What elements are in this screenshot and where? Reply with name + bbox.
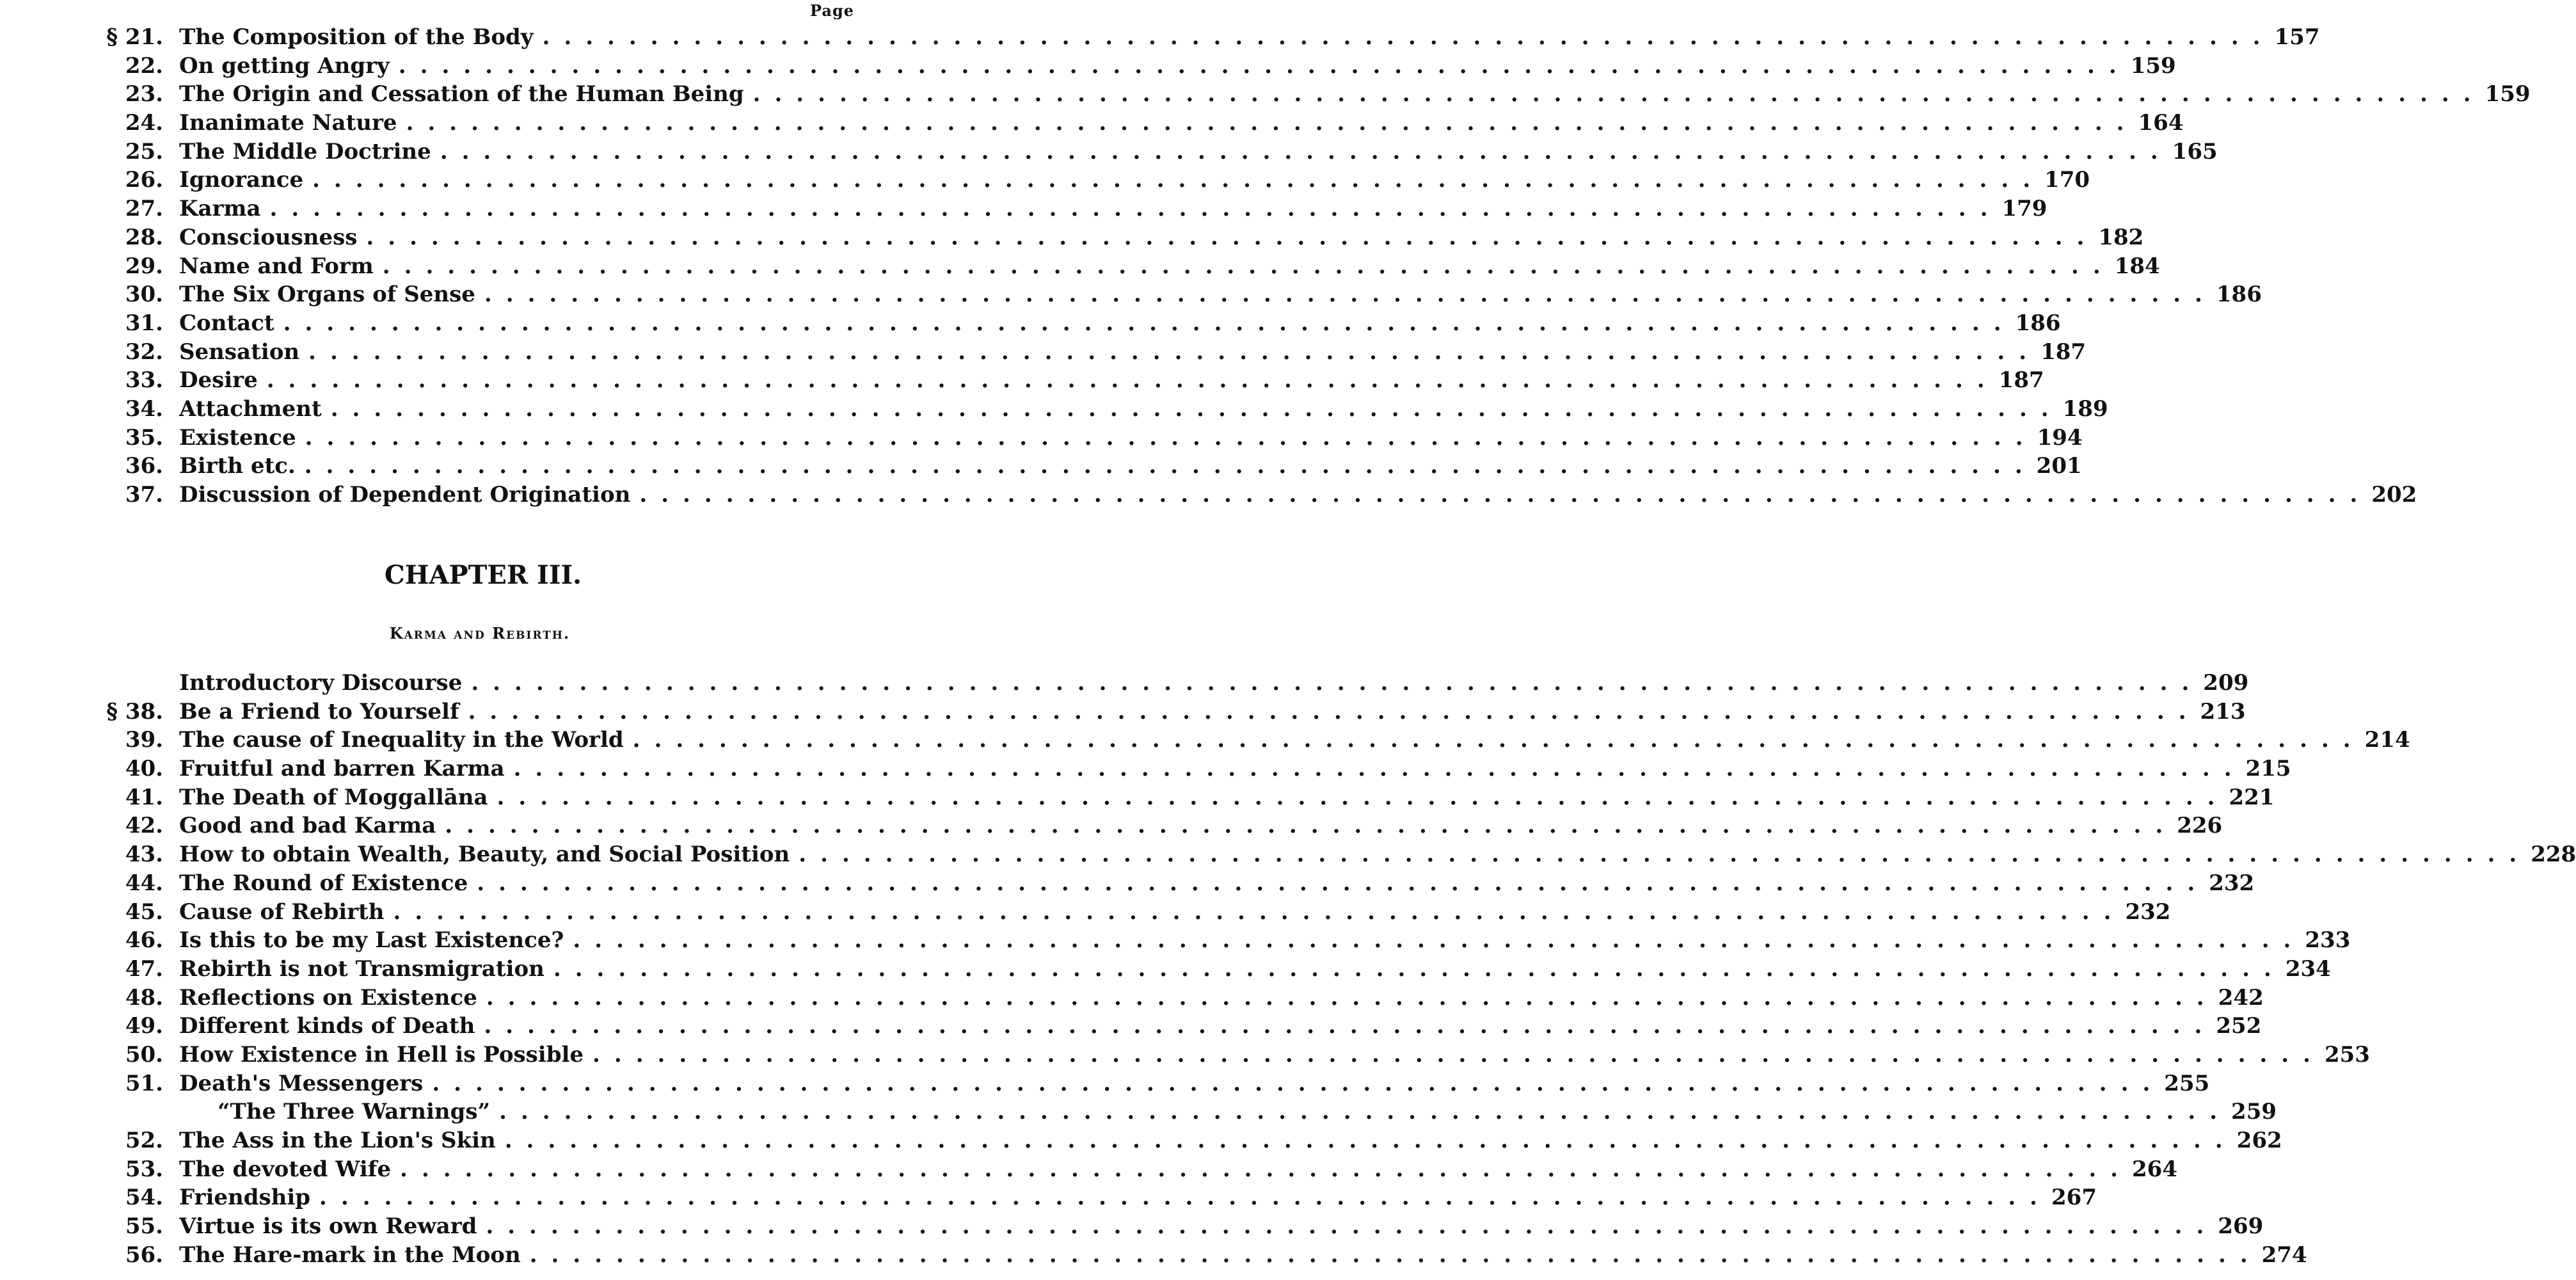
section-title: The cause of Inequality in the World [179,727,624,753]
toc-entry [86,698,2246,726]
section-title: Cause of Rebirth [179,899,385,925]
dot-leader: ................................................................................ [312,167,2045,193]
section-title: Birth etc. [179,453,296,479]
dot-leader: ................................................................................ [468,698,2200,724]
section-number: 24. [125,110,163,136]
dot-leader: ................................................................................ [752,81,2485,108]
page-number: 187 [2040,339,2087,365]
section-title: The Origin and Cessation of the Human Being [179,81,744,108]
section-title: Sensation [179,339,300,365]
page-number: 226 [2177,813,2223,839]
section-number: 30. [125,282,163,308]
section-title: Reflections on Existence [179,984,477,1011]
section-title: Desire [179,367,258,394]
section-title: Different kinds of Death [179,1013,475,1039]
section-title: The Round of Existence [179,870,468,896]
section-title: The devoted Wife [179,1156,392,1182]
page-number: 267 [2051,1185,2097,1211]
section-number: 41. [125,784,163,810]
section-title: On getting Angry [179,52,390,79]
page-number: 184 [2114,253,2160,279]
page-number: 252 [2216,1013,2262,1039]
dot-leader: ................................................................................ [504,1128,2237,1153]
section-number: 40. [125,756,163,782]
toc-list-chapter-3 [86,669,2576,1269]
page-number: 214 [2364,727,2410,753]
section-number: 34. [125,396,163,422]
dot-leader: ................................................................................ [330,396,2063,422]
dot-leader: ................................................................................ [513,756,2246,782]
section-number: 51. [125,1070,163,1096]
section-title: Inanimate Nature [179,110,397,136]
dot-leader: ................................................................................ [393,899,2126,925]
toc-list-chapter-2 [86,23,2531,509]
section-number: 22. [125,52,163,79]
section-number: 42. [125,813,163,839]
page-number: 221 [2229,784,2275,810]
section-number: § 38. [106,698,163,724]
dot-leader: ................................................................................ [319,1185,2051,1211]
section-title: Death's Messengers [179,1070,424,1096]
page-number: 187 [1998,367,2044,394]
section-number: 32. [125,339,163,365]
section-title: Existence [179,424,296,451]
dot-leader: ................................................................................ [639,482,2372,508]
page-number: 159 [2130,52,2176,79]
section-title: Discussion of Dependent Origination [179,482,631,508]
toc-entry [86,1126,2282,1155]
dot-leader: ................................................................................ [542,24,2275,50]
toc-entry [86,840,2576,869]
page-number: 189 [2062,396,2108,422]
toc-entry [86,783,2275,812]
section-title: Karma [179,196,261,222]
section-number: § 21. [106,24,163,50]
page-number: 209 [2203,670,2249,696]
toc-entry [86,109,2184,138]
page-number: 170 [2044,167,2090,193]
toc-entry [86,869,2255,898]
section-number: 25. [125,138,163,164]
dot-leader: ................................................................................ [471,670,2204,696]
toc-entry [86,80,2531,109]
section-title: Introductory Discourse [179,670,463,696]
dot-leader: ................................................................................ [400,1156,2132,1182]
page-number: 233 [2305,927,2351,954]
toc-entry [86,1241,2307,1270]
page-number: 194 [2037,424,2083,451]
toc-entry [86,726,2410,755]
page-number: 157 [2274,24,2320,50]
section-title: Rebirth is not Transmigration [179,956,545,982]
dot-leader: ................................................................................ [304,453,2037,479]
dot-leader: ................................................................................ [632,727,2365,753]
section-number: 36. [125,453,163,479]
dot-leader: ................................................................................ [573,927,2305,954]
toc-entry [86,984,2264,1012]
section-number: 27. [125,196,163,222]
section-number: 28. [125,224,163,250]
section-number: 43. [125,842,163,868]
section-title: Consciousness [179,224,358,250]
toc-entry [86,955,2331,984]
section-number: 26. [125,167,163,193]
page-number: 186 [2216,282,2262,308]
chapter-heading: CHAPTER III. [384,560,582,590]
page-number: 264 [2132,1156,2177,1182]
page-number: 255 [2164,1070,2210,1096]
page-number: 213 [2200,698,2246,724]
section-title: The Middle Doctrine [179,138,431,164]
dot-leader: ................................................................................ [486,984,2218,1011]
page-number: 164 [2138,110,2184,136]
section-number: 54. [125,1185,163,1211]
toc-entry [86,812,2223,840]
page-number: 182 [2098,224,2144,250]
section-title: The Hare-mark in the Moon [179,1242,521,1268]
dot-leader: ................................................................................ [308,339,2041,365]
toc-entry [86,1212,2264,1241]
toc-entry [86,395,2108,424]
section-title: How Existence in Hell is Possible [179,1041,584,1068]
dot-leader: ................................................................................ [484,282,2216,308]
dot-leader: ................................................................................ [440,138,2172,164]
page-number: 228 [2531,842,2576,868]
dot-leader: ................................................................................ [305,424,2037,451]
dot-leader: ................................................................................ [366,224,2099,250]
toc-entry [86,309,2061,338]
page-number: 234 [2285,956,2331,982]
section-title: The Composition of the Body [179,24,534,50]
page-number: 201 [2036,453,2082,479]
section-title: The Death of Moggallāna [179,784,488,810]
toc-entry [86,195,2047,223]
section-number: 52. [125,1128,163,1153]
section-title: Is this to be my Last Existence? [179,927,564,954]
section-number: 29. [125,253,163,279]
toc-entry [86,669,2249,698]
section-number: 31. [125,310,163,336]
section-title: Friendship [179,1185,311,1211]
section-title: The Six Organs of Sense [179,282,475,308]
toc-entry [86,252,2160,281]
section-number: 50. [125,1041,163,1068]
page-number: 262 [2236,1128,2282,1153]
section-title: Fruitful and barren Karma [179,756,505,782]
dot-leader: ................................................................................ [592,1041,2325,1068]
dot-leader: ................................................................................ [553,956,2286,982]
page-number: 269 [2218,1213,2264,1240]
toc-entry [86,1098,2277,1126]
page-number: 159 [2485,81,2531,108]
toc-entry [86,166,2090,195]
section-title: Name and Form [179,253,374,279]
section-number: 55. [125,1213,163,1240]
page-number: 179 [2001,196,2047,222]
page-number: 253 [2324,1041,2370,1068]
toc-entry [86,23,2320,52]
section-title: Virtue is its own Reward [179,1213,477,1240]
page-number: 186 [2015,310,2061,336]
toc-entry [86,52,2176,81]
section-number: 39. [125,727,163,753]
section-title: Attachment [179,396,322,422]
section-number: 44. [125,870,163,896]
section-number: 33. [125,367,163,394]
toc-entry [86,366,2044,395]
toc-entry [86,424,2083,452]
page-number: 202 [2371,482,2417,508]
dot-leader: ................................................................................ [445,813,2177,839]
toc-entry [86,1069,2210,1098]
toc-entry [86,1155,2177,1184]
section-number: 46. [125,927,163,954]
dot-leader: ................................................................................ [382,253,2115,279]
dot-leader: ................................................................................ [266,367,1999,394]
dot-leader: ................................................................................ [486,1213,2218,1240]
toc-entry [86,452,2082,481]
page-column-label: Page [809,1,854,20]
section-number: 56. [125,1242,163,1268]
dot-leader: ................................................................................ [477,870,2209,896]
dot-leader: ................................................................................ [497,784,2229,810]
page-number: 165 [2172,138,2218,164]
toc-entry [86,138,2218,166]
section-number: 53. [125,1156,163,1182]
section-title: Good and bad Karma [179,813,436,839]
page-number: 232 [2209,870,2255,896]
section-number: 35. [125,424,163,451]
dot-leader: ................................................................................ [283,310,2015,336]
page-number: 232 [2125,899,2171,925]
section-number: 45. [125,899,163,925]
section-number: 37. [125,482,163,508]
dot-leader: ................................................................................ [529,1242,2262,1268]
section-number: 23. [125,81,163,108]
section-title: The Ass in the Lion's Skin [179,1128,496,1153]
section-number: 48. [125,984,163,1011]
page-number: 259 [2231,1099,2277,1125]
dot-leader: ................................................................................ [799,842,2531,868]
dot-leader: ................................................................................ [398,52,2131,79]
toc-entry [86,755,2291,783]
toc-entry [86,898,2171,927]
dot-leader: ................................................................................ [484,1013,2216,1039]
section-title: Contact [179,310,274,336]
page-number: 274 [2261,1242,2307,1268]
toc-entry [86,223,2144,252]
section-title: Ignorance [179,167,304,193]
dot-leader: ................................................................................ [269,196,2002,222]
section-title: “The Three Warnings” [218,1099,491,1125]
dot-leader: ................................................................................ [432,1070,2165,1096]
section-number: 47. [125,956,163,982]
toc-entry [86,481,2417,509]
page-number: 242 [2218,984,2264,1011]
section-title: Be a Friend to Yourself [179,698,459,724]
toc-entry [86,338,2087,367]
dot-leader: ................................................................................ [406,110,2138,136]
toc-entry [86,280,2262,309]
section-number: 49. [125,1013,163,1039]
toc-entry [86,1041,2370,1069]
section-title: How to obtain Wealth, Beauty, and Social Position [179,842,790,868]
toc-entry [86,1183,2097,1212]
toc-entry [86,926,2351,955]
toc-entry [86,1012,2262,1041]
chapter-subtitle: Karma and Rebirth. [389,624,571,643]
dot-leader: ................................................................................ [499,1099,2232,1125]
page-number: 215 [2245,756,2291,782]
